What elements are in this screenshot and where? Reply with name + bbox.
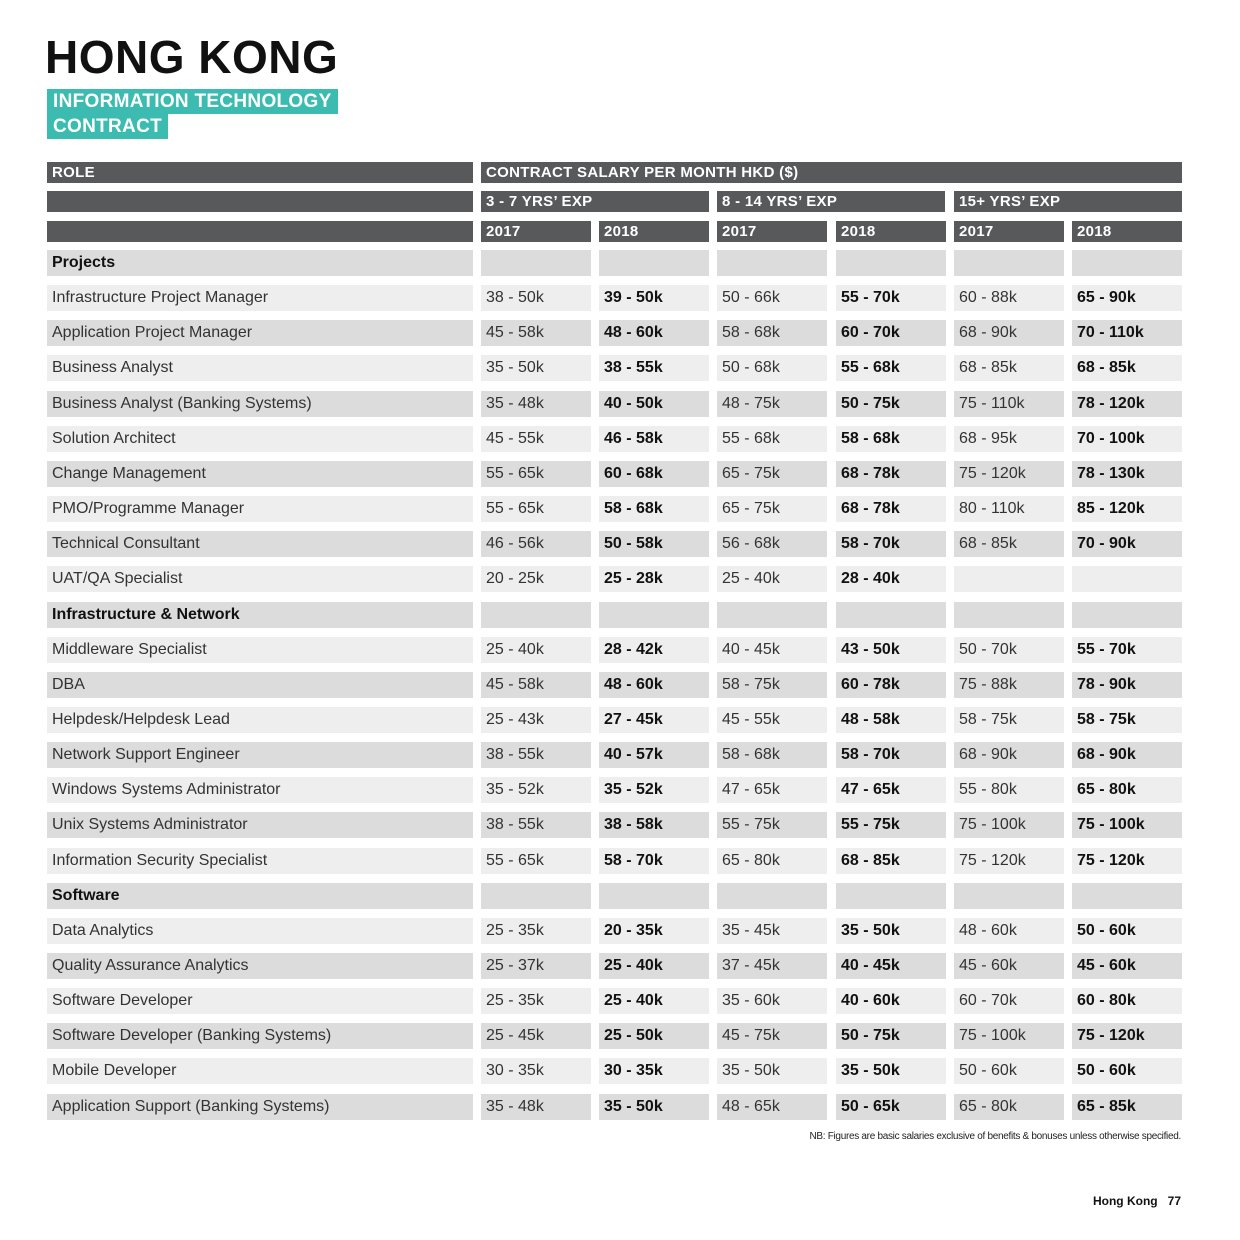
salary-cell: 75 - 120k (1072, 848, 1182, 874)
role-cell: Infrastructure Project Manager (47, 285, 473, 311)
footer-label: Hong Kong (1092, 1194, 1158, 1208)
subtitle-category: INFORMATION TECHNOLOGY (47, 89, 338, 114)
salary-cell: 25 - 37k (481, 953, 591, 979)
salary-cell: 25 - 40k (599, 988, 709, 1014)
salary-cell: 68 - 85k (836, 848, 946, 874)
salary-cell (717, 250, 827, 276)
salary-cell: 37 - 45k (717, 953, 827, 979)
salary-cell: 55 - 65k (481, 848, 591, 874)
salary-cell: 60 - 80k (1072, 988, 1182, 1014)
salary-cell: 80 - 110k (954, 496, 1064, 522)
salary-cell: 78 - 120k (1072, 391, 1182, 417)
role-cell: Change Management (47, 461, 473, 487)
salary-cell: 50 - 75k (836, 391, 946, 417)
salary-cell: 47 - 65k (836, 777, 946, 803)
salary-cell (1072, 883, 1182, 909)
exp-group-header: 8 - 14 YRS’ EXP (717, 191, 945, 212)
salary-cell (1072, 602, 1182, 628)
role-cell: Unix Systems Administrator (47, 812, 473, 838)
year-header: 2018 (599, 221, 709, 242)
salary-cell: 70 - 100k (1072, 426, 1182, 452)
salary-cell: 35 - 50k (481, 355, 591, 381)
salary-cell: 50 - 60k (954, 1058, 1064, 1084)
salary-cell: 68 - 85k (954, 355, 1064, 381)
salary-cell: 68 - 85k (954, 531, 1064, 557)
salary-cell: 25 - 35k (481, 988, 591, 1014)
salary-cell: 25 - 40k (481, 637, 591, 663)
page-number: 77 (1167, 1194, 1181, 1208)
salary-cell: 48 - 58k (836, 707, 946, 733)
role-cell: Windows Systems Administrator (47, 777, 473, 803)
salary-cell: 58 - 70k (836, 742, 946, 768)
salary-cell: 45 - 58k (481, 320, 591, 346)
salary-cell (599, 602, 709, 628)
salary-cell: 20 - 25k (481, 566, 591, 592)
role-cell: Software Developer (47, 988, 473, 1014)
salary-cell: 25 - 45k (481, 1023, 591, 1049)
salary-cell: 55 - 75k (836, 812, 946, 838)
role-cell: Network Support Engineer (47, 742, 473, 768)
salary-cell: 35 - 50k (717, 1058, 827, 1084)
salary-cell: 65 - 90k (1072, 285, 1182, 311)
salary-cell: 58 - 75k (717, 672, 827, 698)
salary-cell (1072, 566, 1182, 592)
salary-cell: 55 - 70k (1072, 637, 1182, 663)
salary-cell: 55 - 80k (954, 777, 1064, 803)
salary-cell: 65 - 80k (954, 1094, 1064, 1120)
salary-cell: 55 - 70k (836, 285, 946, 311)
role-cell: Mobile Developer (47, 1058, 473, 1084)
salary-cell: 45 - 55k (481, 426, 591, 452)
salary-cell: 68 - 78k (836, 496, 946, 522)
salary-cell: 58 - 70k (599, 848, 709, 874)
salary-cell (481, 883, 591, 909)
salary-cell: 40 - 50k (599, 391, 709, 417)
salary-cell: 75 - 100k (954, 812, 1064, 838)
salary-cell: 58 - 68k (717, 320, 827, 346)
salary-cell: 30 - 35k (599, 1058, 709, 1084)
salary-cell: 50 - 58k (599, 531, 709, 557)
role-cell: Software Developer (Banking Systems) (47, 1023, 473, 1049)
salary-cell: 20 - 35k (599, 918, 709, 944)
page-footer (1083, 1194, 1181, 1208)
exp-group-header: 3 - 7 YRS’ EXP (481, 191, 709, 212)
salary-cell: 65 - 80k (1072, 777, 1182, 803)
salary-cell: 68 - 90k (954, 742, 1064, 768)
salary-cell (481, 250, 591, 276)
role-cell: Solution Architect (47, 426, 473, 452)
page-title: HONG KONG (45, 31, 339, 83)
salary-cell (954, 602, 1064, 628)
salary-cell (836, 602, 946, 628)
salary-cell: 45 - 55k (717, 707, 827, 733)
role-cell: UAT/QA Specialist (47, 566, 473, 592)
salary-cell: 50 - 75k (836, 1023, 946, 1049)
salary-cell: 40 - 45k (717, 637, 827, 663)
salary-cell: 75 - 88k (954, 672, 1064, 698)
section-header: Infrastructure & Network (47, 602, 473, 628)
salary-cell: 27 - 45k (599, 707, 709, 733)
salary-cell: 35 - 52k (599, 777, 709, 803)
salary-cell: 78 - 130k (1072, 461, 1182, 487)
salary-cell: 30 - 35k (481, 1058, 591, 1084)
salary-cell: 50 - 70k (954, 637, 1064, 663)
salary-cell: 75 - 120k (1072, 1023, 1182, 1049)
salary-cell: 68 - 78k (836, 461, 946, 487)
role-cell: Business Analyst (47, 355, 473, 381)
salary-cell: 75 - 120k (954, 848, 1064, 874)
salary-cell: 38 - 50k (481, 285, 591, 311)
salary-cell: 85 - 120k (1072, 496, 1182, 522)
section-header: Software (47, 883, 473, 909)
salary-cell (717, 602, 827, 628)
salary-cell: 45 - 75k (717, 1023, 827, 1049)
salary-cell (954, 250, 1064, 276)
salary-cell: 48 - 75k (717, 391, 827, 417)
salary-cell: 75 - 110k (954, 391, 1064, 417)
salary-cell (717, 883, 827, 909)
salary-cell: 45 - 60k (1072, 953, 1182, 979)
role-cell: Technical Consultant (47, 531, 473, 557)
salary-cell: 35 - 50k (599, 1094, 709, 1120)
salary-cell: 38 - 55k (481, 812, 591, 838)
salary-cell: 55 - 65k (481, 496, 591, 522)
salary-cell (599, 883, 709, 909)
salary-cell: 25 - 40k (599, 953, 709, 979)
salary-cell: 38 - 55k (599, 355, 709, 381)
exp-group-header: 15+ YRS’ EXP (954, 191, 1182, 212)
salary-cell: 40 - 60k (836, 988, 946, 1014)
salary-cell: 68 - 90k (954, 320, 1064, 346)
salary-cell: 68 - 95k (954, 426, 1064, 452)
role-cell: Data Analytics (47, 918, 473, 944)
salary-cell: 75 - 100k (954, 1023, 1064, 1049)
salary-cell: 65 - 75k (717, 461, 827, 487)
role-cell: Business Analyst (Banking Systems) (47, 391, 473, 417)
salary-cell: 25 - 28k (599, 566, 709, 592)
salary-cell: 60 - 70k (836, 320, 946, 346)
salary-cell: 60 - 70k (954, 988, 1064, 1014)
salary-cell: 68 - 85k (1072, 355, 1182, 381)
salary-cell: 38 - 55k (481, 742, 591, 768)
role-cell: Application Project Manager (47, 320, 473, 346)
salary-cell: 45 - 58k (481, 672, 591, 698)
salary-cell: 70 - 110k (1072, 320, 1182, 346)
salary-cell: 78 - 90k (1072, 672, 1182, 698)
salary-cell: 48 - 65k (717, 1094, 827, 1120)
salary-cell: 60 - 78k (836, 672, 946, 698)
salary-cell (1072, 250, 1182, 276)
year-header: 2017 (481, 221, 591, 242)
salary-cell: 25 - 35k (481, 918, 591, 944)
salary-cell: 55 - 75k (717, 812, 827, 838)
salary-cell: 75 - 120k (954, 461, 1064, 487)
salary-cell: 40 - 57k (599, 742, 709, 768)
role-header: ROLE (47, 162, 473, 183)
salary-cell: 46 - 56k (481, 531, 591, 557)
salary-cell: 56 - 68k (717, 531, 827, 557)
salary-cell: 25 - 43k (481, 707, 591, 733)
salary-cell: 35 - 50k (836, 918, 946, 944)
salary-cell (954, 566, 1064, 592)
subtitle-type: CONTRACT (47, 114, 168, 139)
salary-cell: 55 - 68k (717, 426, 827, 452)
year-header: 2018 (836, 221, 946, 242)
role-cell: DBA (47, 672, 473, 698)
salary-cell (954, 883, 1064, 909)
salary-cell: 55 - 65k (481, 461, 591, 487)
role-header-spacer (47, 221, 473, 242)
salary-cell: 39 - 50k (599, 285, 709, 311)
role-cell: Helpdesk/Helpdesk Lead (47, 707, 473, 733)
salary-cell: 40 - 45k (836, 953, 946, 979)
salary-cell: 58 - 68k (836, 426, 946, 452)
role-cell: Quality Assurance Analytics (47, 953, 473, 979)
salary-cell (481, 602, 591, 628)
salary-cell (836, 883, 946, 909)
salary-cell: 58 - 70k (836, 531, 946, 557)
salary-cell (836, 250, 946, 276)
salary-cell: 35 - 50k (836, 1058, 946, 1084)
salary-cell: 75 - 100k (1072, 812, 1182, 838)
salary-cell: 58 - 68k (599, 496, 709, 522)
salary-cell: 50 - 60k (1072, 1058, 1182, 1084)
salary-cell: 58 - 75k (1072, 707, 1182, 733)
salary-cell: 43 - 50k (836, 637, 946, 663)
salary-cell: 58 - 75k (954, 707, 1064, 733)
salary-cell (599, 250, 709, 276)
year-header: 2017 (954, 221, 1064, 242)
salary-cell: 35 - 52k (481, 777, 591, 803)
salary-cell: 60 - 88k (954, 285, 1064, 311)
role-cell: PMO/Programme Manager (47, 496, 473, 522)
salary-cell: 65 - 80k (717, 848, 827, 874)
salary-cell: 58 - 68k (717, 742, 827, 768)
salary-cell: 45 - 60k (954, 953, 1064, 979)
salary-cell: 35 - 48k (481, 391, 591, 417)
salary-cell: 55 - 68k (836, 355, 946, 381)
salary-cell: 60 - 68k (599, 461, 709, 487)
salary-cell: 35 - 45k (717, 918, 827, 944)
salary-cell: 50 - 66k (717, 285, 827, 311)
salary-cell: 48 - 60k (599, 320, 709, 346)
salary-header: CONTRACT SALARY PER MONTH HKD ($) (481, 162, 1182, 183)
role-cell: Application Support (Banking Systems) (47, 1094, 473, 1120)
role-cell: Information Security Specialist (47, 848, 473, 874)
salary-cell: 50 - 65k (836, 1094, 946, 1120)
salary-cell: 47 - 65k (717, 777, 827, 803)
salary-cell: 65 - 75k (717, 496, 827, 522)
salary-cell: 50 - 60k (1072, 918, 1182, 944)
salary-cell: 38 - 58k (599, 812, 709, 838)
salary-cell: 48 - 60k (599, 672, 709, 698)
role-header-spacer (47, 191, 473, 212)
salary-cell: 28 - 42k (599, 637, 709, 663)
role-cell: Middleware Specialist (47, 637, 473, 663)
section-header: Projects (47, 250, 473, 276)
salary-cell: 65 - 85k (1072, 1094, 1182, 1120)
footnote: NB: Figures are basic salaries exclusive of benefits & bonuses unless otherwise specified. (809, 1131, 1181, 1142)
salary-cell: 35 - 48k (481, 1094, 591, 1120)
salary-cell: 25 - 40k (717, 566, 827, 592)
salary-cell: 46 - 58k (599, 426, 709, 452)
salary-cell: 70 - 90k (1072, 531, 1182, 557)
salary-cell: 28 - 40k (836, 566, 946, 592)
salary-cell: 50 - 68k (717, 355, 827, 381)
year-header: 2018 (1072, 221, 1182, 242)
year-header: 2017 (717, 221, 827, 242)
salary-cell: 25 - 50k (599, 1023, 709, 1049)
salary-cell: 48 - 60k (954, 918, 1064, 944)
salary-cell: 35 - 60k (717, 988, 827, 1014)
salary-cell: 68 - 90k (1072, 742, 1182, 768)
